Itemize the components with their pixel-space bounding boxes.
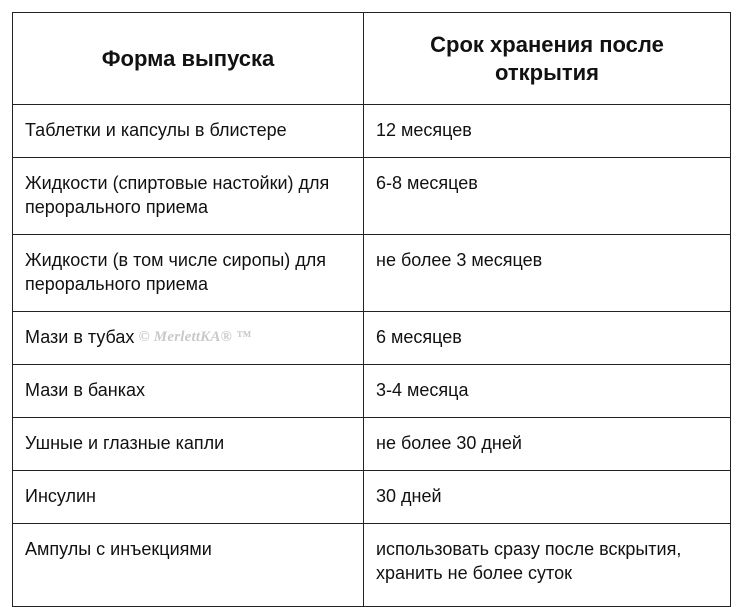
cell-form: Ушные и глазные капли [13,418,364,471]
cell-term: 12 месяцев [364,105,731,158]
storage-table [12,12,731,607]
header-form: Форма выпуска [13,13,364,105]
table-row [13,235,731,312]
cell-form: Инсулин [13,471,364,524]
watermark: © MerlettKA® ™ [138,329,252,345]
cell-term: использовать сразу после вскрытия, хранить не более суток [364,524,731,607]
cell-form: Таблетки и капсулы в блистере [13,105,364,158]
cell-form [13,312,364,365]
table-row [13,312,731,365]
header-storage-term: Срок хранения после открытия [364,13,731,105]
table-row [13,365,731,418]
cell-term: 3-4 месяца [364,365,731,418]
cell-form: Жидкости (спиртовые настойки) для перорального приема [13,158,364,235]
table-row [13,524,731,607]
cell-term: 6 месяцев [364,312,731,365]
cell-term: не более 3 месяцев [364,235,731,312]
table-row [13,418,731,471]
cell-term: 6-8 месяцев [364,158,731,235]
cell-form-text: Мази в тубах [25,327,135,347]
table-row [13,471,731,524]
cell-form: Жидкости (в том числе сиропы) для перорального приема [13,235,364,312]
cell-term: 30 дней [364,471,731,524]
table-header-row [13,13,731,105]
cell-term: не более 30 дней [364,418,731,471]
cell-form: Ампулы с инъекциями [13,524,364,607]
cell-form: Мази в банках [13,365,364,418]
table-row [13,105,731,158]
table-row [13,158,731,235]
